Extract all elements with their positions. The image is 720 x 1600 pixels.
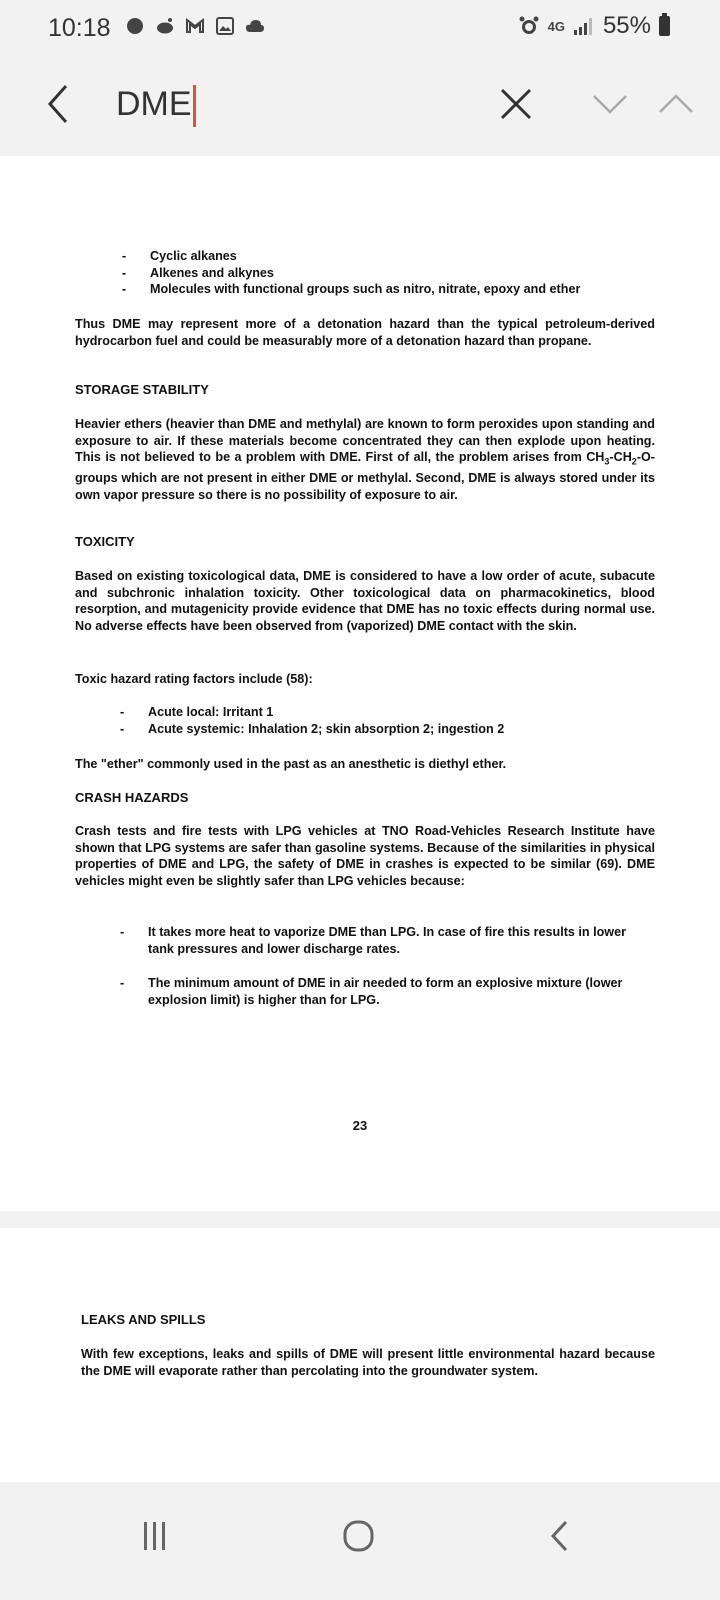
page-number: 23 [352,1118,368,1133]
search-query: DME [116,85,192,123]
back-button[interactable] [40,80,80,128]
paragraph-leaks: With few exceptions, leaks and spills of DME will present little environmental hazard because the DME will evaporate rather than percolating into the groundwater system. [81,1347,655,1378]
paragraph-crash: Crash tests and fire tests with LPG vehicles at TNO Road-Vehicles Research Institute have shown that LPG systems are safer than gasoline systems. Because of the similarities in physical properties of DME and LPG, the safety of DME in crashes is expected to be similar (69). DME vehicles might even be slightly safer than LPG vehicles because: [75,824,655,888]
notification-icons [124,16,266,36]
list-item: - Molecules with functional groups such as nitro, nitrate, epoxy and ether [122,282,581,296]
reddit-icon [154,16,176,36]
paragraph-factors: Toxic hazard rating factors include (58): [75,672,313,686]
signal-icon [573,16,595,36]
list-item: - It takes more heat to vaporize DME than LPG. In case of fire this results in lower tank pressures and lower discharge rates. [120,925,626,956]
battery-icon [659,16,670,36]
system-status [518,12,670,40]
clear-search-button[interactable] [496,84,536,124]
bullet-list-toxicity [120,704,504,737]
search-input[interactable] [116,80,196,128]
record-icon [124,16,146,36]
list-item: - Acute systemic: Inhalation 2; skin absorption 2; ingestion 2 [120,721,505,736]
heading-crash-hazards: CRASH HAZARDS [75,790,189,805]
document-page-24 [0,1228,720,1482]
heading-leaks-and-spills: LEAKS AND SPILLS [81,1312,206,1327]
gallery-icon [214,16,236,36]
network-type: 4G [547,18,565,34]
gmail-icon [184,16,206,36]
list-item: - Alkenes and alkynes [122,265,274,280]
back-nav-button[interactable] [548,1518,572,1554]
next-match-button[interactable] [590,90,630,118]
heading-toxicity: TOXICITY [75,534,135,549]
list-item: - Acute local: Irritant 1 [120,705,274,719]
battery-percent: 55% [602,12,651,39]
list-item: - The minimum amount of DME in air needed to form an explosive mixture (lower explosion limit) is higher than for LPG. [120,976,623,1007]
text-cursor [193,85,196,127]
paragraph-storage: Heavier ethers (heavier than DME and methylal) are known to form peroxides upon standing and exposure to air. If these materials become concentrated they can then explode upon heating. This is not believed to be a problem with DME. First of all, the problem arises from $CH_3-CH_2-O-$ groups which are not present in either DME or methylal. Second, DME is always stored under its own vapor pressure so there is no possibility of exposure to air. [75,417,655,502]
paragraph-toxicity: Based on existing toxicological data, DME is considered to have a low order of acute, subacute and subchronic inhalation toxicity. Other toxicological data on pharmacokinetics, blood resorption, and mutagenicity provide evidence that DME has no toxic effects during normal use. No adverse effects have been observed from (vaporized) DME contact with the skin. [75,569,655,633]
heading-storage-stability: STORAGE STABILITY [75,382,209,397]
paragraph-ether: The "ether" commonly used in the past as an anesthetic is diethyl ether. [75,757,507,771]
status-bar [0,0,720,54]
document-page-23 [0,156,720,1211]
home-button[interactable] [342,1518,376,1554]
cloud-icon [244,16,266,36]
find-in-page-bar [0,54,720,154]
alarm-icon [518,16,540,36]
bullet-list-crash [120,924,630,1008]
recent-apps-button[interactable] [140,1518,170,1554]
paragraph-detonation: Thus DME may represent more of a detonation hazard than the typical petroleum-derived hydrocarbon fuel and could be measurably more of a detonation hazard than propane. [75,317,655,348]
status-time: 10:18 [48,14,111,42]
navigation-bar [0,1482,720,1600]
bullet-list-top [122,248,580,298]
list-item: - Cyclic alkanes [122,249,237,263]
previous-match-button[interactable] [656,90,696,118]
